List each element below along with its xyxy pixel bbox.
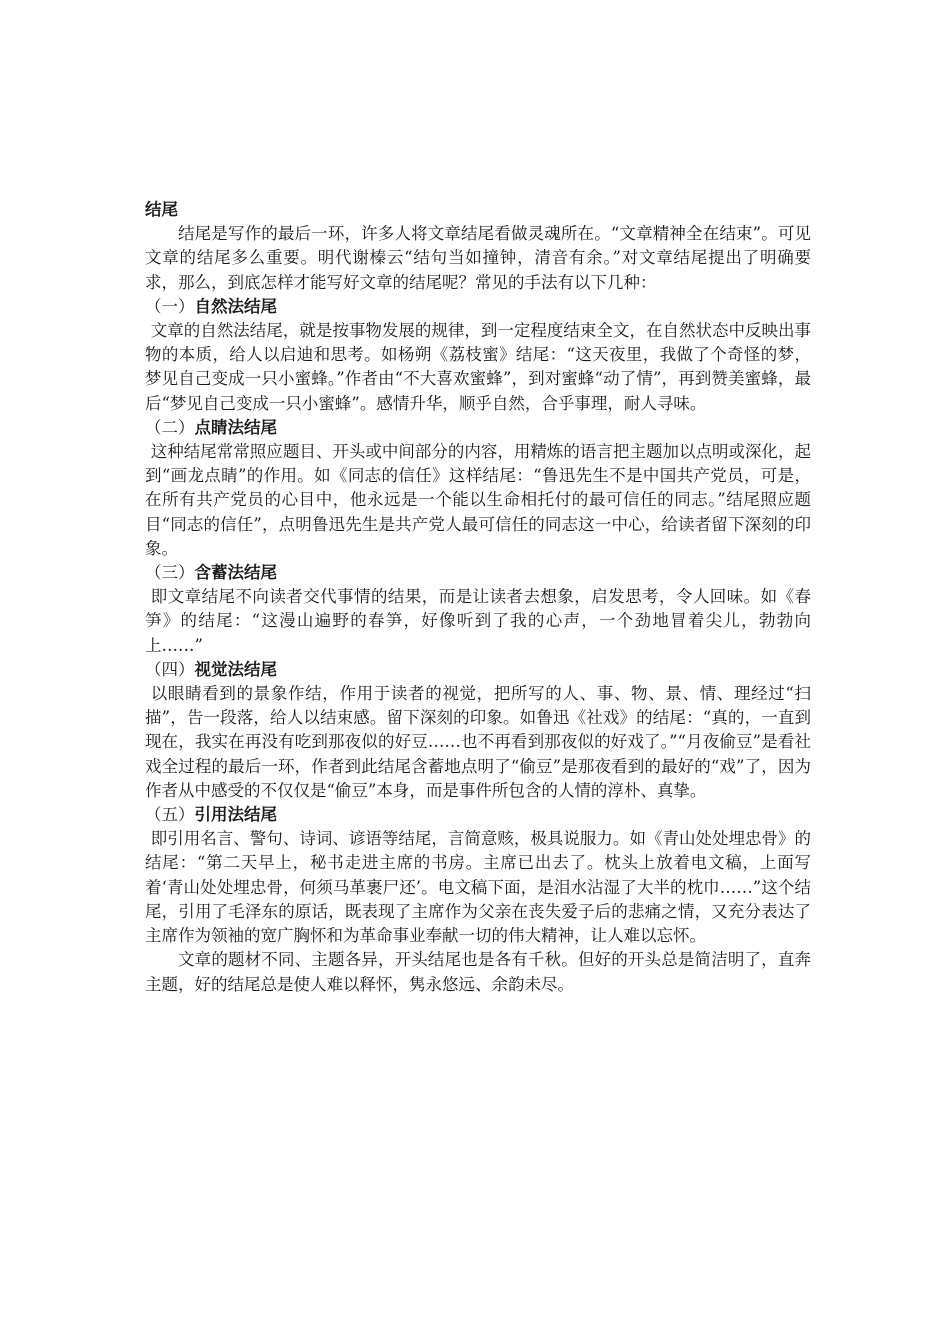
- section-number: （三）: [145, 563, 195, 583]
- section-heading-visual: [145, 658, 811, 682]
- section-paragraph-natural: 文章的自然法结尾，就是按事物发展的规律，到一定程度结束全文，在自然状态中反映出事物的本质，给人以启迪和思考。如杨朔《荔枝蜜》结尾：“这天夜里，我做了个奇怪的梦，梦见自己变成一只小蜜蜂。”作者由“不大喜欢蜜蜂”，到对蜜蜂“动了情”，再到赞美蜜蜂，最后“梦见自己变成一只小蜜蜂”。感情升华，顺乎自然，合乎事理，耐人寻味。: [145, 321, 811, 413]
- section-heading-natural: [145, 295, 811, 319]
- section-heading-eyes: [145, 416, 811, 440]
- section-number: （二）: [145, 417, 195, 437]
- section-heading-quote: [145, 803, 811, 827]
- section-heading-implicit: [145, 561, 811, 585]
- section-paragraph-quote: 即引用名言、警句、诗词、谚语等结尾，言简意赅，极具说服力。如《青山处处埋忠骨》的结尾：“第二天早上，秘书走进主席的书房。主席已出去了。枕头上放着电文稿，上面写着‘青山处处埋忠骨，何须马革裹尸还’。电文稿下面，是泪水沾湿了大半的枕巾……”这个结尾，引用了毛泽东的原话，既表现了主席作为父亲在丧失爱子后的悲痛之情，又充分表达了主席作为领袖的宽广胸怀和为革命事业奉献一切的伟大精神，让人难以忘怀。: [145, 829, 811, 946]
- document-title: 结尾: [145, 200, 178, 219]
- section-name: 视觉法结尾: [194, 659, 277, 679]
- section-paragraph-eyes: 这种结尾常常照应题目、开头或中间部分的内容，用精炼的语言把主题加以点明或深化，起到“画龙点睛”的作用。如《同志的信任》这样结尾：“鲁迅先生不是中国共产党员，可是，在所有共产党员的心目中，他永远是一个能以生命相托付的最可信任的同志。”结尾照应题目“同志的信任”，点明鲁迅先生是共产党人最可信任的同志这一中心，给读者留下深刻的印象。: [145, 442, 811, 558]
- section-name: 含蓄法结尾: [194, 563, 277, 583]
- section-paragraph-implicit: 即文章结尾不向读者交代事情的结果，而是让读者去想象，启发思考，令人回味。如《春笋》的结尾：“这漫山遍野的春笋，好像听到了我的心声，一个劲地冒着尖儿，勃勃向上……”: [145, 587, 811, 655]
- document-page: [145, 198, 811, 997]
- section-name: 引用法结尾: [194, 805, 277, 825]
- section-number: （五）: [145, 805, 195, 825]
- section-number: （一）: [145, 296, 195, 316]
- section-paragraph-visual: 以眼睛看到的景象作结，作用于读者的视觉，把所写的人、事、物、景、情、理经过“扫描”，告一段落，给人以结束感。留下深刻的印象。如鲁迅《社戏》的结尾：“真的，一直到现在，我实在再没有吃到那夜似的好豆……也不再看到那夜似的好戏了。”“月夜偷豆”是看社戏全过程的最后一环，作者到此结尾含蓄地点明了“偷豆”是那夜看到的最好的“戏”了，因为作者从中感受的不仅仅是“偷豆”本身，而是事件所包含的人情的淳朴、真挚。: [145, 684, 811, 800]
- section-name: 点睛法结尾: [194, 417, 277, 437]
- conclusion-paragraph: 文章的题材不同、主题各异，开头结尾也是各有千秋。但好的开头总是简洁明了，直奔主题，好的结尾总是使人难以释怀，隽永悠远、余韵未尽。: [145, 950, 811, 994]
- intro-paragraph: 结尾是写作的最后一环，许多人将文章结尾看做灵魂所在。“文章精神全在结束”。可见文章的结尾多么重要。明代谢榛云“结句当如撞钟，清音有余。”对文章结尾提出了明确要求，那么，到底怎样才能写好文章的结尾呢？常见的手法有以下几种：: [145, 224, 811, 292]
- section-number: （四）: [145, 659, 195, 679]
- section-name: 自然法结尾: [194, 296, 277, 316]
